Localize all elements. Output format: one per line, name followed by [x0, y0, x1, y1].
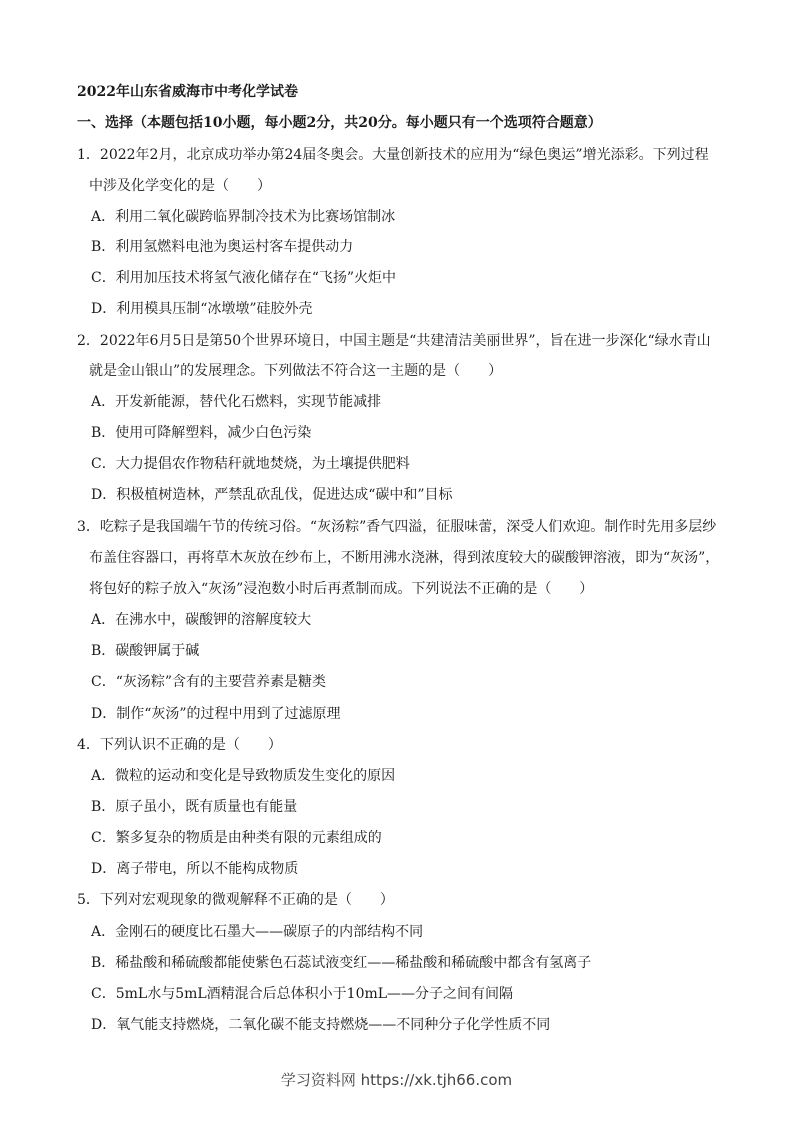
question-1-line-2: 中涉及化学变化的是（ ）	[89, 178, 271, 194]
footer-watermark: 学习资料网 https://xk.tjh66.com	[280, 1071, 513, 1089]
question-4-option-c: C．繁多复杂的物质是由种类有限的元素组成的	[91, 830, 382, 846]
question-3-line-3: 将包好的粽子放入“灰汤”浸泡数小时后再煮制而成。下列说法不正确的是（ ）	[89, 581, 594, 597]
question-4-option-a: A．微粒的运动和变化是导致物质发生变化的原因	[91, 768, 396, 784]
exam-title: 2022年山东省威海市中考化学试卷	[77, 84, 298, 100]
question-5-line-1: 5．下列对宏观现象的微观解释不正确的是（ ）	[77, 892, 394, 908]
question-4-line-1: 4．下列认识不正确的是（ ）	[77, 737, 282, 753]
question-3-option-b: B．碳酸钾属于碱	[91, 643, 200, 659]
question-3-line-2: 布盖住容器口，再将草木灰放在纱布上，不断用沸水浇淋，得到浓度较大的碳酸钾溶液，即为“灰汤”，	[89, 550, 720, 566]
question-3-line-1: 3．吃粽子是我国端午节的传统习俗。“灰汤粽”香气四溢，征服味蕾，深受人们欢迎。制作时先用多层纱	[77, 519, 717, 535]
question-5-option-d: D．氧气能支持燃烧，二氧化碳不能支持燃烧——不同种分子化学性质不同	[91, 1017, 551, 1033]
question-3-option-d: D．制作“灰汤”的过程中用到了过滤原理	[91, 706, 341, 722]
question-1-option-d: D．利用模具压制“冰墩墩”硅胶外壳	[91, 301, 313, 317]
question-1-option-c: C．利用加压技术将氢气液化储存在“飞扬”火炬中	[91, 270, 397, 286]
question-3-option-a: A．在沸水中，碳酸钾的溶解度较大	[91, 612, 312, 628]
question-2-option-d: D．积极植树造林，严禁乱砍乱伐，促进达成“碳中和”目标	[91, 487, 453, 503]
question-2-option-b: B．使用可降解塑料，减少白色污染	[91, 425, 312, 441]
question-5-option-b: B．稀盐酸和稀硫酸都能使紫色石蕊试液变红——稀盐酸和稀硫酸中都含有氢离子	[91, 955, 592, 971]
question-4-option-d: D．离子带电，所以不能构成物质	[91, 861, 299, 877]
question-1-option-a: A．利用二氧化碳跨临界制冷技术为比赛场馆制冰	[91, 209, 396, 225]
question-5-option-c: C．5mL水与5mL酒精混合后总体积小于10mL——分子之间有间隔	[91, 986, 514, 1002]
question-5-option-a: A．金刚石的硬度比石墨大——碳原子的内部结构不同	[91, 924, 424, 940]
question-2-option-c: C．大力提倡农作物秸秆就地焚烧，为土壤提供肥料	[91, 456, 410, 472]
question-2-line-2: 就是金山银山”的发展理念。下列做法不符合这一主题的是（ ）	[89, 363, 503, 379]
question-2-line-1: 2．2022年6月5日是第50个世界环境日，中国主题是“共建清洁美丽世界”，旨在进一步深化“绿水青山	[77, 333, 711, 349]
question-2-option-a: A．开发新能源，替代化石燃料，实现节能减排	[91, 394, 382, 410]
question-1-option-b: B．利用氢燃料电池为奥运村客车提供动力	[91, 239, 354, 255]
section-heading: 一、选择（本题包括10小题，每小题2分，共20分。每小题只有一个选项符合题意）	[77, 115, 602, 131]
question-4-option-b: B．原子虽小，既有质量也有能量	[91, 799, 298, 815]
question-1-line-1: 1．2022年2月，北京成功举办第24届冬奥会。大量创新技术的应用为“绿色奥运”增光添彩。下列过程	[77, 147, 709, 163]
question-3-option-c: C．“灰汤粽”含有的主要营养素是糖类	[91, 674, 327, 690]
